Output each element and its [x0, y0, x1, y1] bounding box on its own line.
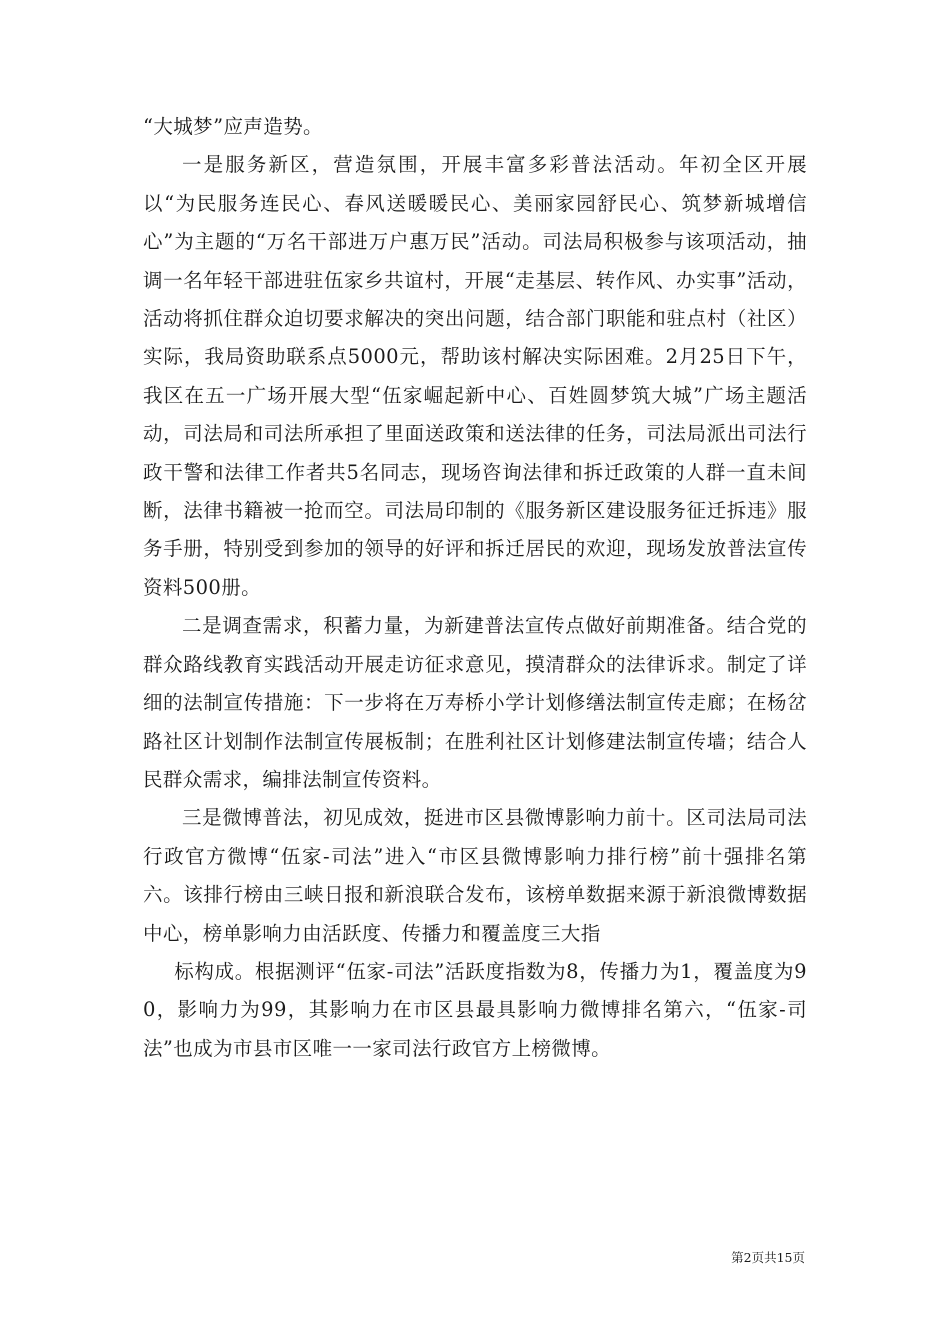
paragraph-service-new-district: 一是服务新区，营造氛围，开展丰富多彩普法活动。年初全区开展以“为民服务连民心、春风送暖暖民心、美丽家园舒民心、筑梦新城增信心”为主题的“万名干部进万户惠万民”活动。司法局积极参与该项活动，抽调一名年轻干部进驻伍家乡共谊村，开展“走基层、转作风、办实事”活动，活动将抓住群众迫切要求解决的突出问题，结合部门职能和驻点村（社区）实际，我局资助联系点5000元，帮助该村解决实际困难。2月25日下午，我区在五一广场开展大型“伍家崛起新中心、百姓圆梦筑大城”广场主题活动，司法局和司法所承担了里面送政策和送法律的任务，司法局派出司法行政干警和法律工作者共5名同志，现场咨询法律和拆迁政策的人群一直未间断，法律书籍被一抢而空。司法局印制的《服务新区建设服务征迁拆违》服务手册，特别受到参加的领导的好评和拆迁居民的欢迎，现场发放普法宣传资料500册。: [143, 153, 807, 599]
paragraph-continuation: “大城梦”应声造势。: [143, 115, 323, 138]
page-number: 第2页共15页: [731, 1250, 805, 1265]
paragraph-survey-needs: 二是调查需求，积蓄力量，为新建普法宣传点做好前期准备。结合党的群众路线教育实践活动开展走访征求意见，摸清群众的法律诉求。制定了详细的法制宣传措施：下一步将在万寿桥小学计划修缮法制宣传走廊；在杨岔路社区计划制作法制宣传展板制；在胜利社区计划修建法制宣传墙；结合人民群众需求，编排法制宣传资料。: [143, 614, 807, 791]
paragraph-weibo-law: 三是微博普法，初见成效，挺进市区县微博影响力前十。区司法局司法行政官方微博“伍家-司法”进入“市区县微博影响力排行榜”前十强排名第六。该排行榜由三峡日报和新浪联合发布，该榜单数据来源于新浪微博数据中心，榜单影响力由活跃度、传播力和覆盖度三大指: [143, 806, 807, 945]
document-body: [143, 108, 807, 1068]
paragraph-weibo-metrics: 标构成。根据测评“伍家-司法”活跃度指数为8，传播力为1，覆盖度为90，影响力为99，其影响力在市区县最具影响力微博排名第六，“伍家-司法”也成为市县市区唯一一家司法行政官方上榜微博。: [143, 959, 807, 1060]
